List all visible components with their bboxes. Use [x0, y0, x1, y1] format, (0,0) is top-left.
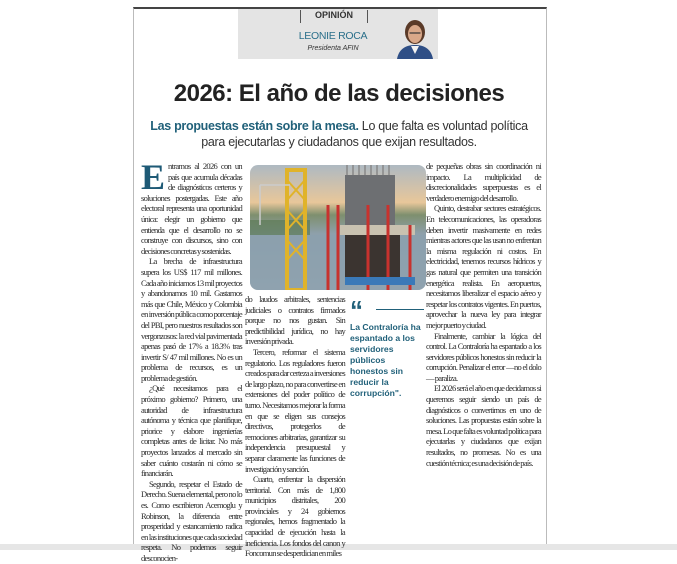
author-photo: [393, 16, 437, 59]
article-subtitle: [150, 118, 528, 150]
subtitle-lead: Las propuestas están sobre la mesa.: [150, 119, 359, 133]
author-name: LEONIE ROCA: [298, 30, 368, 42]
paragraph: ntramos al 2026 con un país que acumula décadas de diagnósticos certeros y soluciones postergadas. Este año electoral representa una oportunidad única: elegir un gobierno que entienda que el desarrollo no se construye con discursos, sino con decisiones concretas y sostenidas.: [141, 161, 242, 256]
paragraph: La brecha de infraestructura supera los US$ 117 mil millones. Cada año iniciamos 13 mil proyectos y abandonamos 10 mil. Gastamos más que Chile, México y Colombia en inversión pública como porcentaje del PBI, pero nuestros resultados son vergonzosos: la red vial pavimentada apenas pasó de 17% a 18.3% tras invertir S/ 47 mil millones. No es un problema de recursos, es un problema de gestión.: [141, 256, 242, 383]
article-title: 2026: El año de las decisiones: [173, 80, 505, 107]
section-label: OPINIÓN: [300, 10, 368, 23]
paragraph: ¿Qué necesitamos para el próximo gobierno? Primero, una autoridad de infraestructura autónoma y técnica que planifique, priorice y elabore ingenierías completas antes de licitar. No más proyectos lanzados al mercado sin saber cuánto costarán ni cómo se financiarán.: [141, 383, 242, 479]
paragraph: do laudos arbitrales, sentencias judiciales o contratos firmados porque no nos gustan. Sin predictibilidad jurídica, no hay inversión privada.: [245, 294, 345, 347]
article-column-1: [141, 157, 242, 564]
paragraph: Finalmente, cambiar la lógica del control. La Contraloría ha espantado a los servidores públicos honestos sin reducir la corrupción. Penalizar el error —no el dolo— paraliza.: [426, 330, 541, 383]
quote-rule: [376, 309, 424, 310]
paragraph: Quinto, destrabar sectores estratégicos. En telecomunicaciones, las operadoras deben invertir masivamente en redes mientras actores que las usan no enfrentan la misma regulación ni costos. En electricidad, tenemos recursos hídricos y gas natural que permiten una transición energética realista. En aeropuertos, necesitamos liberalizar el espacio aéreo y respetar los contratos vigentes. En puertos, aprovechar la nueva ley para integrar mejor puerto y ciudad.: [426, 203, 541, 330]
paragraph: Tercero, reformar el sistema regulatorio. Los reguladores fueron creados para dar certeza a inversiones de largo plazo, no para convertirse en extensiones del poder político de turno. Necesitamos mejorar la forma en que se eligen sus consejos directivos, protegerlos de remociones arbitrarias, garantizar su independencia presupuestal y separar claramente las funciones de investigación y sanción.: [245, 346, 345, 474]
pull-quote-text: La Contraloría ha espantado a los servidores públicos honestos sin reducir la corrupción".: [350, 322, 421, 398]
article-column-3: [426, 161, 541, 468]
paragraph: Cuarto, enfrentar la dispersión territorial. Con más de 1,800 municipios distritales, 200 provinciales y 24 gobiernos regionales, hemos fragmentado la capacidad de ejecución hasta la ineficiencia. Los fondos del canon y Foncomun se desperdician en miles: [245, 474, 345, 559]
drop-cap: E: [141, 157, 166, 197]
subtitle-rest: Lo que falta es voluntad política para ejecutarlas y ciudadanos que exijan resultados.: [201, 119, 528, 149]
infrastructure-photo: [250, 165, 426, 290]
pull-quote: [350, 295, 425, 399]
paragraph: de pequeñas obras sin coordinación ni impacto. La multiplicidad de discrecionalidades superpuestas es el verdadero enemigo del desarrollo.: [426, 161, 541, 203]
paragraph: El 2026 será el año en que decidamos si queremos seguir siendo un país de diagnósticos o convertirnos en uno de soluciones. Las propuestas están sobre la mesa. Lo que falta es voluntad política para ejecutarlas y ciudadanos que exijan resultados, no promesas. No es una cuestión técnica; es una decisión de país.: [426, 383, 541, 468]
article-column-2: [245, 294, 345, 559]
author-role: Presidenta AFIN: [307, 45, 359, 52]
paragraph: Segundo, respetar el Estado de Derecho. Suena elemental, pero no lo es. Como escribieron Acemoglu y Robinson, la diferencia entre prosperidad y estancamiento radica en las instituciones que cada sociedad respeta. No podemos seguir desconocien-: [141, 478, 242, 563]
quote-mark-icon: “: [350, 295, 363, 325]
